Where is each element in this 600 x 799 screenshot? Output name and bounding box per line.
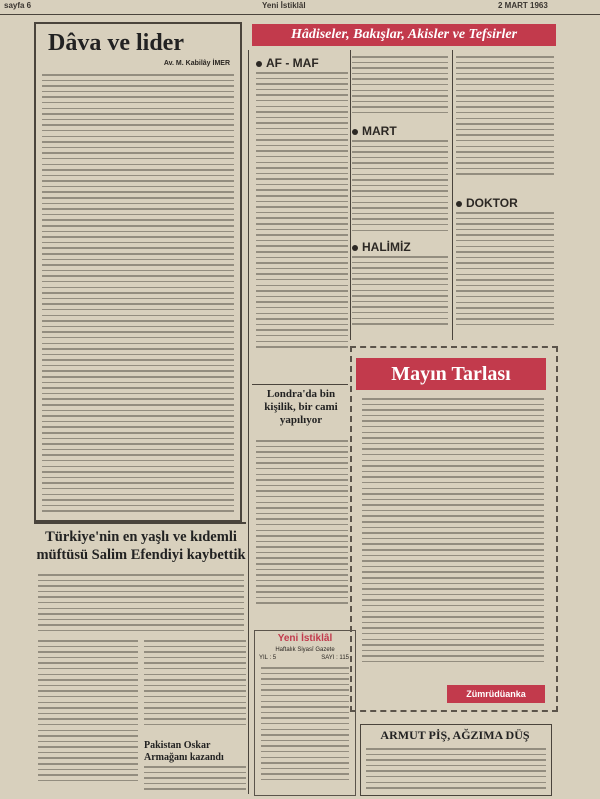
armut-title: ARMUT PİŞ, AĞZIMA DÜŞ (380, 728, 530, 742)
section-banner: Hâdiseler, Bakışlar, Akisler ve Tefsirler (252, 24, 556, 46)
armut-text (366, 748, 546, 792)
masthead-text (261, 667, 349, 789)
column-rule (452, 50, 453, 340)
page-marker: sayfa 6 (4, 1, 32, 10)
masthead-issue: SAYI : 115 (321, 655, 349, 661)
london-rule (252, 384, 348, 385)
mufti-col2-text (144, 640, 246, 736)
doktor-text (456, 212, 554, 334)
masthead-box (254, 630, 356, 796)
mart-heading (352, 124, 397, 138)
bullet-icon (456, 201, 462, 207)
london-title: Londra'da bin kişilik, bir cami yapılıyor (264, 388, 338, 426)
masthead-year: YIL : 5 (259, 655, 277, 661)
mart-text (352, 140, 448, 236)
page-header (0, 0, 600, 14)
header-rule (0, 14, 600, 15)
mart-label: MART (362, 124, 397, 138)
doktor-label: DOKTOR (466, 196, 518, 210)
column-rule (350, 50, 351, 340)
mayin-tarlasi-text (362, 398, 544, 680)
mufti-title: Türkiye'nin en yaşlı ve kıdemli müftüsü Salim Efendiyi kaybettik (36, 529, 246, 563)
bullet-icon (256, 61, 262, 67)
column-rule (248, 50, 249, 794)
halimiz-label: HALİMİZ (362, 240, 411, 254)
mufti-col1-text (38, 640, 138, 794)
mufti-lead-text (38, 574, 244, 638)
af-maf-text (256, 72, 348, 372)
dava-title: Dâva ve lider (48, 30, 184, 56)
middle-col-text (352, 56, 448, 120)
issue-date: 2 MART 1963 (498, 1, 548, 10)
dava-body-text (42, 74, 234, 512)
masthead-subtitle: Haftalık Siyasî Gazete (275, 647, 335, 653)
doktor-heading (456, 196, 518, 210)
af-maf-label: AF - MAF (266, 56, 319, 70)
zumruduanka-label: Zümrüdüanka (447, 685, 545, 703)
dava-byline: Av. M. Kabilây İMER (163, 60, 230, 67)
london-text (256, 440, 348, 620)
mufti-rule (34, 522, 246, 524)
masthead-name: Yeni İstiklâl (277, 633, 333, 644)
right-col-text (456, 56, 554, 186)
bullet-icon (352, 129, 358, 135)
halimiz-heading (352, 240, 411, 254)
mayin-tarlasi-title: Mayın Tarlası (356, 358, 546, 390)
paper-name: Yeni İstiklâl (262, 1, 306, 10)
af-maf-heading (256, 56, 319, 70)
pakistan-title: Pakistan Oskar Armağanı kazandı (144, 740, 224, 763)
pakistan-text (144, 766, 246, 794)
halimiz-text (352, 256, 448, 332)
bullet-icon (352, 245, 358, 251)
